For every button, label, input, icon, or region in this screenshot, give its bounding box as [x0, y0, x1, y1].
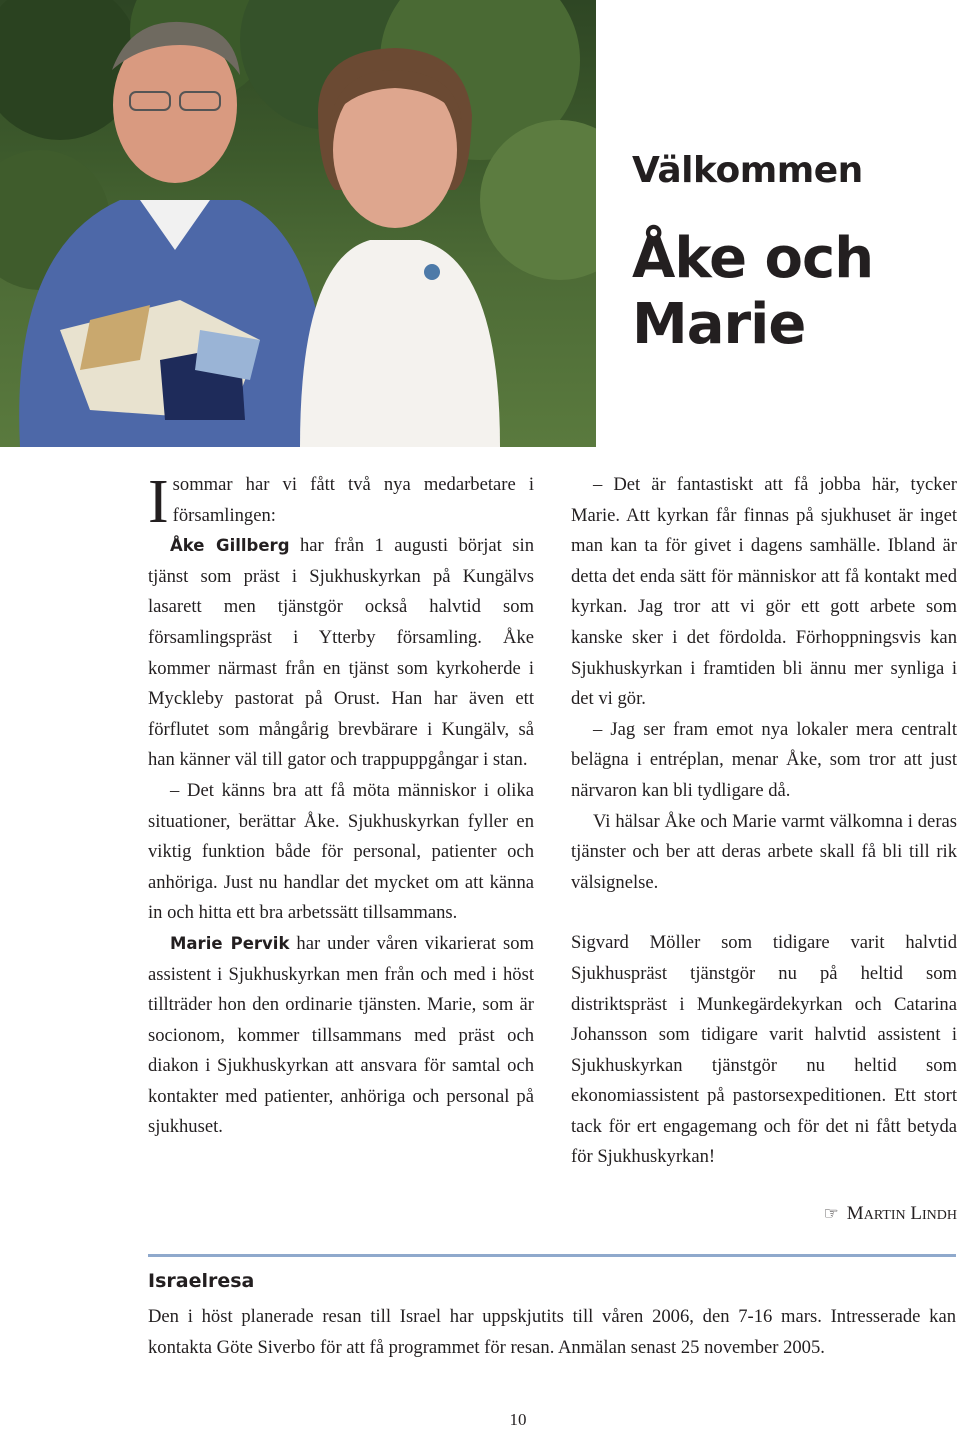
portrait-photo-illustration	[0, 0, 596, 447]
article-left-column	[148, 470, 534, 1143]
page-number: 10	[509, 1410, 527, 1429]
staff-changes-paragraph: Sigvard Möller som tidigare varit halvtid Sjukhuspräst tjänstgör nu på heltid som distriktspräst i Munkegärdekyrkan och Catarina Johansson som tidigare varit halvtid assistent i Sjukhuskyrkan tjänstgör nu heltid som ekonomiassistent på pastorsexpeditionen. Ett stort tack för ert engagemang och för det ni fått betyda för Sjukhuskyrkan!	[571, 932, 957, 1168]
marie-name: Marie Pervik	[170, 933, 290, 953]
marie-paragraph	[148, 929, 534, 1143]
welcome-paragraph: Vi hälsar Åke och Marie varmt välkomna i deras tjänster och ber att deras arbete skall få bli till rik välsignelse.	[571, 810, 957, 893]
article-right-column	[571, 470, 957, 1232]
ake-text: har från 1 augusti börjat sin tjänst som präst i Sjukhuskyrkan på Kungälvs lasarett men tjänstgör också halvtid som församlingspräst i Ytterby församling. Åke kommer närmast från en tjänst som kyrkoherde i Myckleby pastorat på Orust. Han har även ett förflutet som mångårig brevbärare i Kungälv, så han känner väl till gator och trappuppgångar i stan.	[148, 535, 534, 771]
headline-names: Åke och Marie	[632, 226, 874, 357]
ake-paragraph	[148, 531, 534, 776]
byline-first-initial: M	[846, 1203, 864, 1225]
byline-first-rest: ARTIN	[863, 1208, 906, 1224]
section-divider	[148, 1254, 956, 1257]
dropcap: I	[148, 468, 169, 536]
byline-last-rest: INDH	[922, 1208, 957, 1224]
marie-quote-paragraph: – Det är fantastiskt att få jobba här, tycker Marie. Att kyrkan får finnas på sjukhuset är inget man kan ta för givet i dagens samhälle. Ibland är detta det enda sätt för människor att få kontakt med kyrkan. Jag tror att vi gör ett gott arbete som kanske sker i det fördolda. Förhoppningsvis kan Sjukhuskyrkan i framtiden bli ännu mer synliga i det vi gör.	[571, 474, 957, 710]
ake-quote2-paragraph: – Jag ser fram emot nya lokaler mera centralt belägna i entréplan, menar Åke, som tror att just närvaron kan bli tydligare då.	[571, 718, 957, 801]
pointing-hand-icon: ☞	[823, 1204, 839, 1224]
israelresa-text: Den i höst planerade resan till Israel har uppskjutits till våren 2006, den 7-16 mars. Intresserade kan kontakta Göte Siverbo för att få programmet för resan. Anmälan senast 25 november 2005.	[148, 1306, 956, 1358]
ake-quote-paragraph: – Det känns bra att få möta människor i olika situationer, berättar Åke. Sjukhuskyrkan fyller en viktig funktion både för personal, patienter och anhöriga. Just nu handlar det mycket om att känna in och hitta ett bra arbetssätt tillsammans.	[148, 779, 534, 924]
israelresa-title: Israelresa	[148, 1270, 255, 1292]
intro-paragraph	[148, 468, 534, 536]
intro-text: sommar har vi fått två nya medarbetare i församlingen:	[172, 474, 534, 526]
portrait-photo	[0, 0, 596, 447]
byline	[571, 1199, 957, 1232]
marie-text: har under våren vikarierat som assistent i Sjukhuskyrkan men från och med i höst tillträder hon den ordinarie tjänsten. Marie, som är socionom, kommer tillsammans med präst och diakon i Sjukhuskyrkan att ansvara för samtal och kontakter med patienter, anhöriga och personal på sjukhuset.	[148, 932, 534, 1138]
headline-welcome: Välkommen	[632, 150, 863, 191]
paragraph-gap	[571, 898, 957, 928]
byline-last-initial: L	[910, 1203, 922, 1225]
ake-name: Åke Gillberg	[170, 536, 290, 556]
